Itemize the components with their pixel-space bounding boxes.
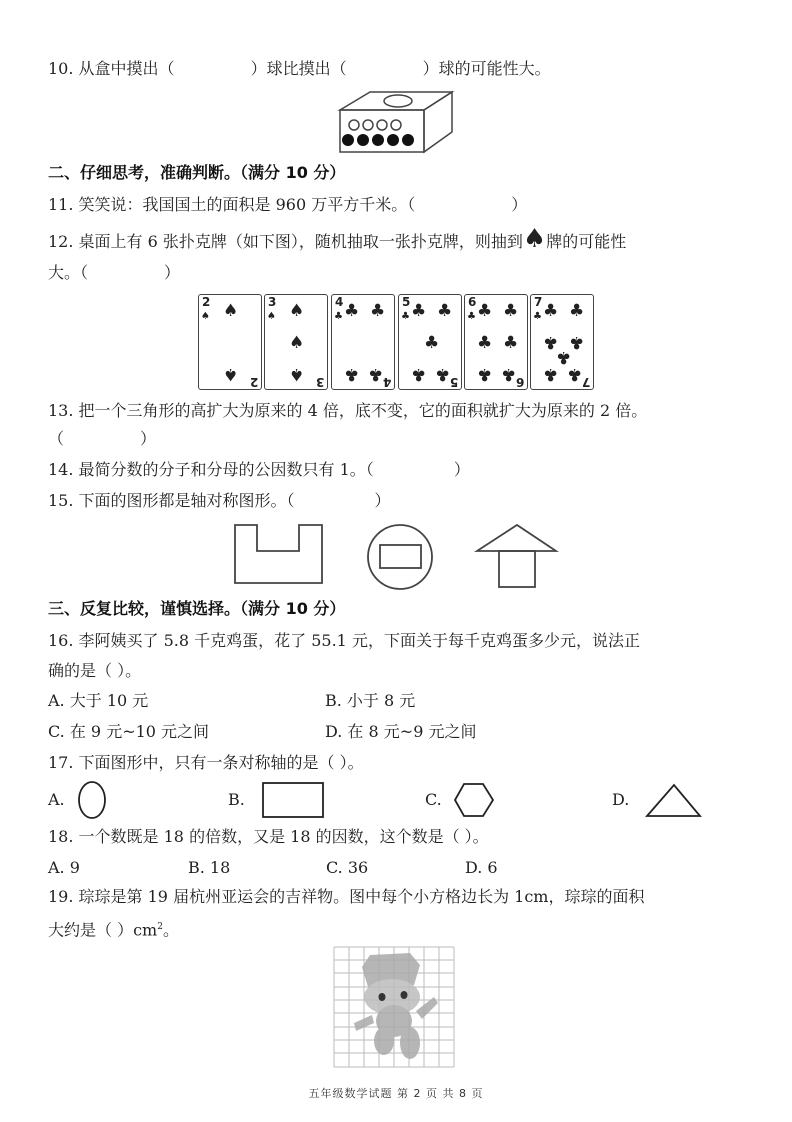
club-icon: ♣ — [556, 347, 572, 367]
q17-option-c[interactable]: C. — [425, 790, 442, 809]
question-12-line2: 大。（ ） — [48, 263, 181, 282]
club-icon: ♣ — [437, 301, 453, 321]
card-7-clubs: 7 ♣ ♣ ♣ ♣ ♣ ♣ ♣ ♣ 7 — [530, 294, 594, 390]
q15-shapes-figure — [230, 520, 570, 592]
rectangle-icon — [263, 783, 323, 817]
question-19-line2: 大约是（ ）$cm^2$。 — [48, 920, 179, 940]
spade-icon: ♠ — [223, 364, 239, 384]
circle-with-rect-icon — [368, 525, 432, 589]
box-with-balls-icon — [336, 88, 456, 154]
question-16-line2: 确的是（ ）。 — [48, 661, 142, 680]
club-icon: ♣ — [370, 301, 386, 321]
club-icon: ♣ — [411, 301, 427, 321]
question-11: 11. 笑笑说：我国国土的面积是 960 万平方千米。（ ） — [48, 195, 528, 214]
club-icon: ♣ — [569, 301, 585, 321]
q18-option-d[interactable]: D. 6 — [465, 858, 498, 877]
question-number: 10. — [48, 59, 74, 78]
spade-icon: ♠ — [522, 224, 547, 254]
question-12: 12. 桌面上有 6 张扑克牌（如下图），随机抽取一张扑克牌，则抽到♠牌的可能性 — [48, 224, 627, 254]
u-shape-icon — [235, 525, 322, 583]
q16-option-b[interactable]: B. 小于 8 元 — [325, 691, 416, 710]
spade-icon: ♠ — [223, 301, 239, 321]
question-14: 14. 最简分数的分子和分母的公因数只有 1。（ ） — [48, 460, 470, 479]
q16-option-c[interactable]: C. 在 9 元~10 元之间 — [48, 722, 210, 741]
club-icon: ♣ — [477, 301, 493, 321]
section-2-title: 二、仔细思考，准确判断。（满分 10 分） — [48, 163, 346, 182]
club-icon: ♣ — [533, 311, 542, 322]
q17-option-d[interactable]: D. — [612, 790, 630, 809]
club-icon: ♣ — [344, 364, 360, 384]
club-icon: ♣ — [435, 364, 451, 384]
club-icon: ♣ — [543, 301, 559, 321]
q16-option-a[interactable]: A. 大于 10 元 — [48, 691, 149, 710]
club-icon: ♣ — [368, 364, 384, 384]
club-icon: ♣ — [567, 364, 583, 384]
club-icon: ♣ — [477, 364, 493, 384]
q18-option-b[interactable]: B. 18 — [188, 858, 231, 877]
club-icon: ♣ — [543, 332, 559, 352]
club-icon: ♣ — [334, 311, 343, 322]
club-icon: ♣ — [401, 311, 410, 322]
question-18: 18. 一个数既是 18 的倍数，又是 18 的因数，这个数是（ ）。 — [48, 827, 489, 846]
club-icon: ♣ — [411, 364, 427, 384]
ellipse-icon — [79, 782, 105, 818]
q16-option-d[interactable]: D. 在 8 元~9 元之间 — [325, 722, 477, 741]
club-icon: ♣ — [543, 364, 559, 384]
q17-option-a[interactable]: A. — [48, 790, 65, 809]
question-13: 13. 把一个三角形的高扩大为原来的 4 倍，底不变，它的面积就扩大为原来的 2 倍。 — [48, 401, 648, 420]
club-icon: ♣ — [424, 333, 440, 353]
section-3-title: 三、反复比较，谨慎选择。（满分 10 分） — [48, 599, 346, 618]
spade-icon: ♠ — [201, 311, 210, 322]
arrow-house-icon — [477, 525, 556, 587]
spade-icon: ♠ — [289, 301, 305, 321]
question-15: 15. 下面的图形都是轴对称图形。（ ） — [48, 491, 391, 510]
question-10: 10. 从盒中摸出（ ）球比摸出（ ）球的可能性大。 — [48, 59, 551, 78]
club-icon: ♣ — [503, 333, 519, 353]
question-17: 17. 下面图形中，只有一条对称轴的是（ ）。 — [48, 753, 364, 772]
spade-icon: ♠ — [289, 364, 305, 384]
page-footer: 五年级数学试题 第 2 页 共 8 页 — [308, 1087, 484, 1100]
hexagon-icon — [455, 784, 493, 816]
question-16: 16. 李阿姨买了 5.8 千克鸡蛋，花了 55.1 元，下面关于每千克鸡蛋多少元，说法正 — [48, 631, 640, 650]
card-2-spades: 2 ♠ ♠ ♠ 2 — [198, 294, 262, 390]
card-4-clubs: 4 ♣ ♣ ♣ ♣ ♣ 4 — [331, 294, 395, 390]
mascot-on-grid-image — [332, 945, 460, 1069]
club-icon: ♣ — [503, 301, 519, 321]
card-3-spades: 3 ♠ ♠ ♠ ♠ 3 — [264, 294, 328, 390]
club-icon: ♣ — [467, 311, 476, 322]
q17-option-b[interactable]: B. — [228, 790, 245, 809]
q18-option-c[interactable]: C. 36 — [326, 858, 369, 877]
club-icon: ♣ — [477, 333, 493, 353]
triangle-icon — [647, 785, 700, 816]
q17-shapes-figure — [78, 780, 708, 820]
playing-cards-figure — [198, 294, 598, 392]
q18-option-a[interactable]: A. 9 — [48, 858, 80, 877]
question-19: 19. 琮琮是第 19 届杭州亚运会的吉祥物。图中每个小方格边长为 1cm，琮琮的面积 — [48, 887, 645, 906]
card-5-clubs: 5 ♣ ♣ ♣ ♣ ♣ ♣ 5 — [398, 294, 462, 390]
card-6-clubs: 6 ♣ ♣ ♣ ♣ ♣ ♣ ♣ 6 — [464, 294, 528, 390]
club-icon: ♣ — [501, 364, 517, 384]
club-icon: ♣ — [344, 301, 360, 321]
question-13-line2: （ ） — [48, 429, 157, 448]
club-icon: ♣ — [569, 332, 585, 352]
spade-icon: ♠ — [267, 311, 276, 322]
spade-icon: ♠ — [289, 333, 305, 353]
